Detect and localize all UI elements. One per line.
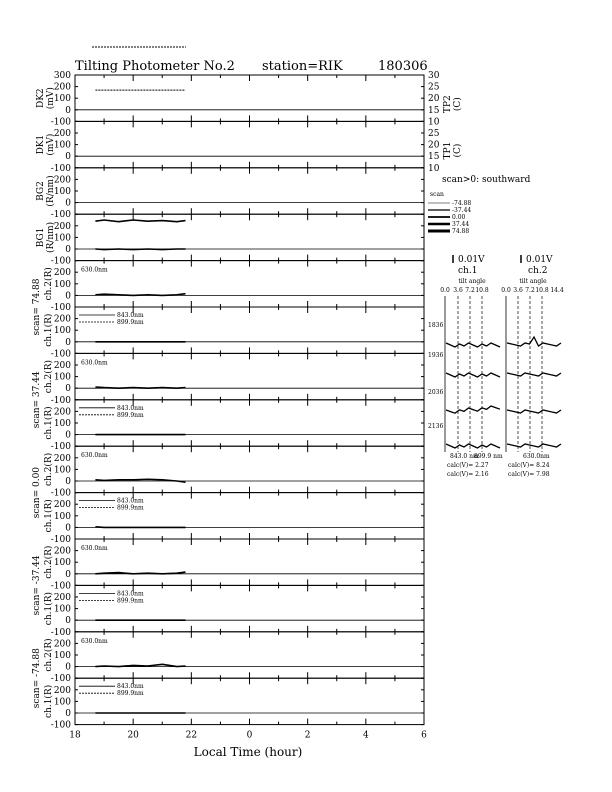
y-tick-label: 0 [65, 477, 71, 487]
station-label: station=RIK [262, 59, 343, 74]
y-tick-label: 200 [53, 593, 71, 603]
y-tick-label: -100 [50, 395, 71, 406]
side-time-label: 1936 [428, 352, 444, 359]
panel-frame [75, 261, 424, 307]
panel-s3c2 [32, 446, 424, 518]
y-tick-label: 200 [53, 361, 71, 371]
scan-legend-entry: 37.44 [452, 221, 470, 228]
y-axis-label: ch.2(R) [44, 545, 54, 579]
scan-label: scan= -74.88 [32, 648, 42, 709]
y-tick-label: -100 [50, 303, 71, 313]
panel-s1c2 [32, 261, 424, 336]
legend-630: 630.0nm [81, 266, 108, 274]
x-tick-label: 2 [304, 730, 311, 741]
scan-legend-entry: 0.00 [452, 214, 466, 221]
right-tick-label: 10 [428, 163, 440, 174]
side-trace-ch2 [507, 373, 561, 376]
legend-843: 843.0nm [117, 312, 144, 319]
y-tick-label: 100 [53, 326, 71, 337]
scan-label: scan= 74.88 [32, 278, 42, 336]
panel-bg2 [36, 168, 424, 220]
tilt-tick-ch1: 10.8 [475, 287, 489, 294]
y-tick-label: 100 [53, 187, 71, 197]
y-tick-label: 200 [53, 685, 71, 696]
y-tick-label: 0 [65, 662, 71, 673]
y-tick-label: 200 [53, 221, 71, 232]
y-tick-label: -100 [50, 256, 71, 267]
scan-legend-entry: -37.44 [452, 207, 472, 214]
panel-frame [75, 539, 424, 585]
calc-ch2-2: calc(V)= 7.98 [508, 471, 550, 478]
legend-630: 630.0nm [81, 545, 108, 552]
scan-legend-entry: -74.88 [452, 200, 472, 207]
series-s3c1 [95, 527, 185, 528]
right-axis-unit: (C) [453, 97, 463, 112]
panel-s4c2 [32, 539, 424, 615]
tilt-tick-ch2: 14.4 [550, 287, 564, 294]
y-tick-label: 0 [65, 430, 71, 441]
panel-frame [75, 353, 424, 399]
date-label: 180306 [378, 59, 428, 74]
y-tick-label: -100 [50, 163, 71, 174]
tilt-tick-ch2: 0.0 [501, 287, 511, 294]
x-tick-label: 20 [127, 730, 139, 741]
y-tick-label: 200 [53, 453, 71, 464]
panel-dk2 [36, 71, 463, 127]
series-bg1 [95, 220, 185, 222]
legend-899: 899.9nm [117, 690, 144, 698]
y-tick-label: -100 [50, 442, 71, 453]
panel-s5c2 [32, 632, 424, 708]
right-axis-label: TP1 [443, 141, 453, 160]
y-tick-label: 100 [53, 697, 71, 708]
ch1-name: ch.1 [458, 266, 478, 276]
y-tick-label: 0 [65, 105, 71, 116]
y-tick-label: 0 [65, 291, 71, 302]
tilt-tick-ch2: 7.2 [525, 287, 535, 294]
y-axis-label: ch.1(R) [44, 591, 54, 626]
legend-630: 630.0nm [81, 452, 108, 460]
y-tick-label: 100 [53, 419, 71, 429]
y-tick-label: 200 [53, 407, 71, 418]
tilt-tick-ch1: 7.2 [465, 287, 475, 294]
calc-ch2-1: calc(V)= 8.24 [508, 462, 550, 469]
y-axis-label: ch.1(R) [44, 313, 54, 347]
side-grid [428, 287, 564, 452]
x-tick-label: 0 [246, 730, 253, 741]
side-time-label: 1836 [428, 322, 444, 329]
side-time-label: 2036 [428, 389, 444, 396]
series-s5c2 [95, 664, 185, 666]
y-axis-unit: (mV) [46, 133, 56, 156]
right-axis-label: TP2 [443, 95, 453, 114]
panel-s2c2 [32, 353, 424, 428]
scan-legend [428, 200, 471, 235]
y-axis-label: ch.1(R) [44, 499, 54, 533]
y-tick-label: -100 [50, 210, 71, 221]
y-tick-label: 100 [53, 604, 71, 615]
y-tick-label: 100 [53, 465, 71, 476]
y-axis-label: ch.2(R) [44, 452, 54, 487]
tilt-tick-ch2: 10.8 [535, 287, 549, 294]
scan-label: scan= 37.44 [32, 371, 42, 429]
ch2-scale-label: 0.01V [526, 255, 553, 265]
panel-frame [75, 446, 424, 492]
ch1-bottom-899: 899.9 nm [474, 453, 503, 460]
y-tick-label: 100 [53, 511, 71, 522]
legend-843: 843.0nm [117, 590, 144, 598]
y-tick-label: 200 [53, 500, 71, 511]
panel-frame [75, 121, 424, 167]
series-bg1_low [95, 249, 185, 250]
panel-bg1 [36, 214, 424, 266]
panel-s3c1 [43, 493, 424, 545]
panel-s5c1 [43, 678, 424, 730]
x-tick-label: 6 [421, 730, 427, 741]
y-tick-label: 0 [65, 709, 71, 719]
right-tick-label: 20 [428, 94, 440, 105]
y-tick-label: 100 [53, 372, 71, 383]
side-trace-ch2 [507, 337, 561, 346]
x-axis-label: Local Time (hour) [193, 745, 303, 759]
legend-899: 899.9nm [117, 319, 144, 326]
y-tick-label: -100 [50, 349, 71, 360]
right-tick-label: 25 [428, 82, 440, 93]
tilt-tick-ch1: 3.6 [453, 287, 463, 294]
x-tick-label: 22 [185, 730, 198, 741]
legend-899: 899.9nm [117, 411, 144, 419]
y-tick-label: -100 [50, 627, 71, 638]
panel-s4c1 [43, 585, 424, 637]
y-tick-label: 100 [53, 279, 71, 290]
y-tick-label: -100 [50, 488, 71, 499]
calc-ch1-2: calc(V)= 2.16 [447, 471, 489, 478]
side-panel [428, 175, 564, 478]
right-tick-label: 20 [428, 140, 440, 151]
legend-843: 843.0nm [117, 683, 144, 691]
y-tick-label: -100 [50, 720, 71, 731]
panel-frame [75, 168, 424, 214]
y-tick-label: 100 [53, 140, 71, 151]
side-trace-ch1 [446, 373, 500, 377]
ch1-scale-label: 0.01V [458, 255, 485, 265]
header [75, 47, 428, 74]
y-tick-label: 300 [53, 71, 71, 81]
legend-899: 899.9nm [117, 504, 144, 512]
side-trace-ch1 [446, 343, 500, 347]
scan-legend-title: scan [430, 191, 444, 198]
y-tick-label: 0 [65, 198, 71, 209]
side-trace-ch1 [446, 444, 500, 448]
y-tick-label: 200 [53, 82, 71, 93]
y-tick-label: 200 [53, 268, 71, 279]
y-tick-label: 0 [65, 337, 71, 348]
right-tick-label: 30 [428, 71, 440, 81]
x-axis [69, 731, 427, 759]
legend-843: 843.0nm [117, 497, 144, 505]
y-tick-label: 0 [65, 152, 71, 163]
right-tick-label: 25 [428, 129, 440, 139]
figure-title: Tilting Photometer No.2 [75, 59, 235, 74]
y-axis-label: BG2 [36, 181, 46, 201]
side-trace-ch2 [507, 410, 561, 413]
y-axis-unit: (R/nm) [46, 221, 56, 253]
scan-label: scan= 0.00 [32, 466, 42, 519]
y-axis-label: BG1 [36, 227, 46, 248]
y-axis-label: ch.2(R) [44, 267, 54, 301]
y-axis-label: ch.2(R) [44, 359, 54, 394]
series-s4c2 [95, 572, 185, 574]
ch2-tilt-label: tilt angle [519, 278, 547, 285]
panel-dk1 [36, 121, 463, 173]
y-axis-unit: (mV) [46, 87, 56, 110]
legend-899: 899.9nm [117, 597, 144, 605]
scan-label: scan= -37.44 [32, 555, 42, 616]
y-axis-label: ch.1(R) [44, 406, 54, 440]
x-tick-label: 4 [362, 730, 369, 741]
y-tick-label: 200 [53, 639, 71, 650]
right-axis-unit: (C) [453, 143, 463, 158]
y-tick-label: 200 [53, 129, 71, 139]
panel-frame [75, 632, 424, 678]
y-tick-label: 0 [65, 523, 71, 534]
side-trace-ch2 [507, 444, 561, 447]
ch2-bottom-630: 630.0nm [523, 453, 550, 460]
panel-s2c1 [43, 400, 424, 452]
y-axis-label: ch.1(R) [44, 684, 54, 719]
right-tick-label: 15 [428, 105, 440, 116]
y-tick-label: 100 [53, 558, 71, 569]
series-s2c2 [95, 387, 185, 388]
tilt-tick-ch2: 3.6 [513, 287, 523, 294]
y-tick-label: 100 [53, 651, 71, 661]
ch2-name: ch.2 [528, 266, 548, 276]
y-tick-label: 0 [65, 245, 71, 255]
side-trace-ch1 [446, 406, 500, 413]
y-tick-label: -100 [50, 674, 71, 685]
tilt-tick-ch1: 0.0 [440, 287, 450, 294]
right-tick-label: 15 [428, 152, 440, 163]
series-s1c2 [95, 294, 185, 296]
y-tick-label: 200 [53, 175, 71, 186]
y-axis-label: DK2 [36, 88, 46, 109]
panel-s1c1 [43, 307, 424, 359]
x-tick-label: 18 [69, 730, 81, 741]
panel-frame [75, 75, 424, 121]
y-axis-unit: (R/nm) [46, 175, 56, 207]
panels [32, 71, 463, 731]
legend-630: 630.0nm [81, 359, 108, 367]
y-tick-label: 0 [65, 384, 71, 395]
legend-843: 843.0nm [117, 404, 144, 412]
y-tick-label: 100 [53, 94, 71, 105]
y-tick-label: -100 [50, 535, 71, 545]
y-tick-label: 200 [53, 546, 71, 557]
scan-direction-title: scan>0: southward [442, 175, 531, 185]
y-tick-label: -100 [50, 581, 71, 592]
ch1-bottom-843: 843.0 nm [450, 453, 479, 460]
legend-630: 630.0nm [81, 637, 108, 645]
y-tick-label: 100 [53, 233, 71, 244]
y-tick-label: -100 [50, 117, 71, 128]
y-axis-label: ch.2(R) [44, 638, 54, 672]
right-tick-label: 10 [428, 117, 440, 128]
calc-ch1-1: calc(V)= 2.27 [447, 462, 489, 469]
y-tick-label: 200 [53, 314, 71, 325]
side-time-label: 2136 [428, 423, 444, 430]
y-tick-label: 0 [65, 569, 71, 580]
scan-legend-entry: 74.88 [452, 228, 470, 235]
y-tick-label: 0 [65, 616, 71, 627]
y-axis-label: DK1 [36, 134, 46, 155]
ch1-tilt-label: tilt angle [458, 278, 486, 285]
